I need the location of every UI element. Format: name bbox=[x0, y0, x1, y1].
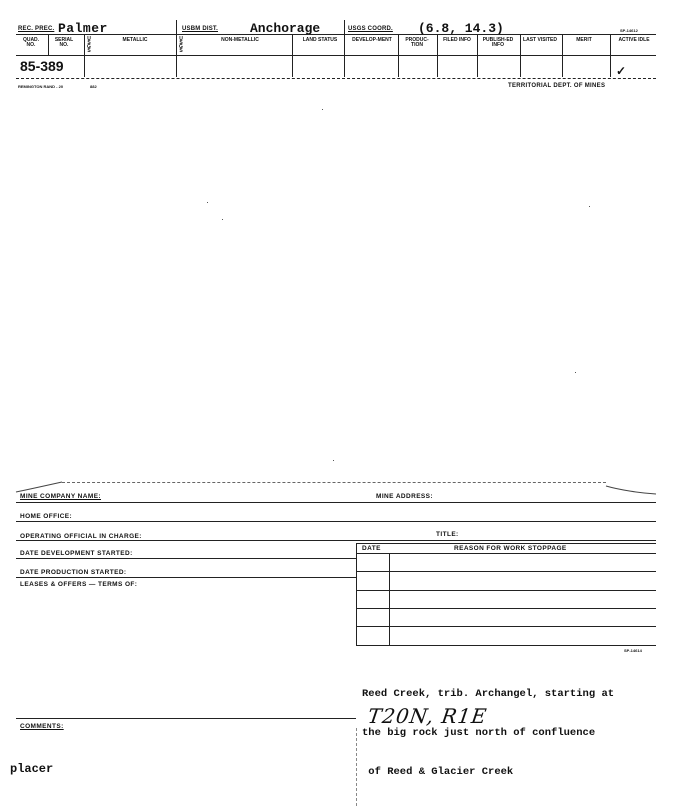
col-last-visited: LAST VISITED bbox=[523, 37, 557, 43]
col-divider bbox=[398, 35, 399, 77]
stoppage-date-header: DATE bbox=[362, 545, 381, 552]
location-line: of Reed & Glacier Creek bbox=[362, 766, 514, 778]
stoppage-row-rule bbox=[356, 645, 656, 646]
col-production: PRODUC-TION bbox=[405, 37, 429, 48]
usgs-coord-value: (6.8, 14.3) bbox=[418, 21, 504, 36]
header-rule bbox=[16, 34, 656, 35]
scan-speck bbox=[222, 219, 223, 220]
form-rule bbox=[16, 718, 356, 719]
col-usgs-a: U S G S bbox=[87, 36, 91, 54]
scan-speck bbox=[207, 202, 208, 203]
location-description bbox=[362, 662, 614, 805]
mine-address-label: MINE ADDRESS: bbox=[376, 493, 433, 500]
scan-speck bbox=[575, 372, 576, 373]
col-divider bbox=[477, 35, 478, 77]
col-usgs-b: U S G S bbox=[179, 36, 183, 54]
usbm-dist-value: Anchorage bbox=[250, 21, 321, 36]
col-merit: MERIT bbox=[576, 37, 592, 43]
col-non-metallic: NON-METALLIC bbox=[221, 37, 259, 43]
form-rule bbox=[16, 577, 356, 578]
stoppage-row-rule bbox=[356, 608, 656, 609]
form-rule bbox=[16, 558, 356, 559]
col-divider bbox=[562, 35, 563, 77]
col-divider bbox=[84, 35, 85, 77]
location-line: the big rock just north of confluence bbox=[362, 727, 596, 739]
footer-code: 882 bbox=[90, 84, 97, 89]
stoppage-row-rule bbox=[356, 590, 656, 591]
active-check-mark: ✓ bbox=[616, 64, 627, 78]
col-published-info: PUBLISH-ED INFO bbox=[482, 37, 514, 48]
handwritten-township: T20N, R1E bbox=[366, 704, 489, 728]
top-form-number: SP-14612 bbox=[620, 28, 638, 33]
col-divider bbox=[437, 35, 438, 77]
col-metallic: METALLIC bbox=[122, 37, 148, 43]
home-office-label: HOME OFFICE: bbox=[20, 513, 73, 520]
stoppage-row-rule bbox=[356, 571, 656, 572]
col-active-idle: ACTIVE IDLE bbox=[618, 37, 650, 43]
form-rule bbox=[16, 502, 656, 503]
stoppage-table-rule bbox=[356, 543, 656, 544]
col-divider bbox=[48, 35, 49, 55]
location-line: Reed Creek, trib. Archangel, starting at bbox=[362, 688, 615, 700]
row-bottom-rule bbox=[16, 78, 656, 79]
title-label: TITLE: bbox=[436, 531, 459, 538]
header-divider bbox=[344, 20, 345, 34]
operating-official-label: OPERATING OFFICIAL IN CHARGE: bbox=[20, 533, 142, 540]
col-divider bbox=[610, 35, 611, 77]
footer-left: REMINGTON RAND - 20 bbox=[18, 84, 64, 89]
col-divider bbox=[344, 35, 345, 77]
col-serial-no: SERIAL NO. bbox=[54, 37, 74, 48]
stoppage-table-left bbox=[356, 543, 357, 645]
col-land-status: LAND STATUS bbox=[302, 37, 338, 43]
mine-company-name-label: MINE COMPANY NAME: bbox=[20, 493, 101, 500]
header-divider bbox=[176, 20, 177, 34]
comments-divider bbox=[356, 728, 357, 806]
col-divider bbox=[520, 35, 521, 77]
stoppage-reason-header: REASON FOR WORK STOPPAGE bbox=[454, 545, 567, 552]
col-filed-info: FILED INFO bbox=[443, 37, 471, 43]
form-rule bbox=[16, 540, 656, 541]
footer-right: TERRITORIAL DEPT. OF MINES bbox=[508, 83, 606, 89]
scan-speck bbox=[322, 109, 323, 110]
col-quad-no: QUAD. NO. bbox=[22, 37, 40, 48]
card-top-edge bbox=[62, 482, 606, 483]
usgs-coord-label: USGS COORD. bbox=[348, 26, 393, 32]
comments-value: placer bbox=[10, 762, 54, 776]
stoppage-date-divider bbox=[389, 553, 390, 645]
stoppage-table-rule bbox=[356, 553, 656, 554]
rec-prec-label: REC. PREC. bbox=[18, 26, 55, 32]
col-divider bbox=[176, 35, 177, 77]
col-divider bbox=[292, 35, 293, 77]
quad-value: 85-389 bbox=[20, 58, 64, 74]
card-corner-curl bbox=[14, 480, 64, 494]
column-header-rule bbox=[16, 55, 656, 56]
stoppage-row-rule bbox=[356, 626, 656, 627]
form-rule bbox=[16, 521, 656, 522]
bottom-form-number: SP-14614 bbox=[624, 648, 642, 653]
scan-speck bbox=[333, 460, 334, 461]
scan-speck bbox=[589, 206, 590, 207]
leases-label: LEASES & OFFERS — TERMS OF: bbox=[20, 581, 138, 588]
date-development-label: DATE DEVELOPMENT STARTED: bbox=[20, 550, 133, 557]
date-production-label: DATE PRODUCTION STARTED: bbox=[20, 569, 127, 576]
rec-prec-value: Palmer bbox=[58, 21, 108, 36]
usbm-dist-label: USBM DIST. bbox=[182, 26, 219, 32]
col-development: DEVELOP-MENT bbox=[352, 37, 392, 43]
card-corner-curl bbox=[604, 484, 658, 496]
comments-label: COMMENTS: bbox=[20, 723, 64, 730]
